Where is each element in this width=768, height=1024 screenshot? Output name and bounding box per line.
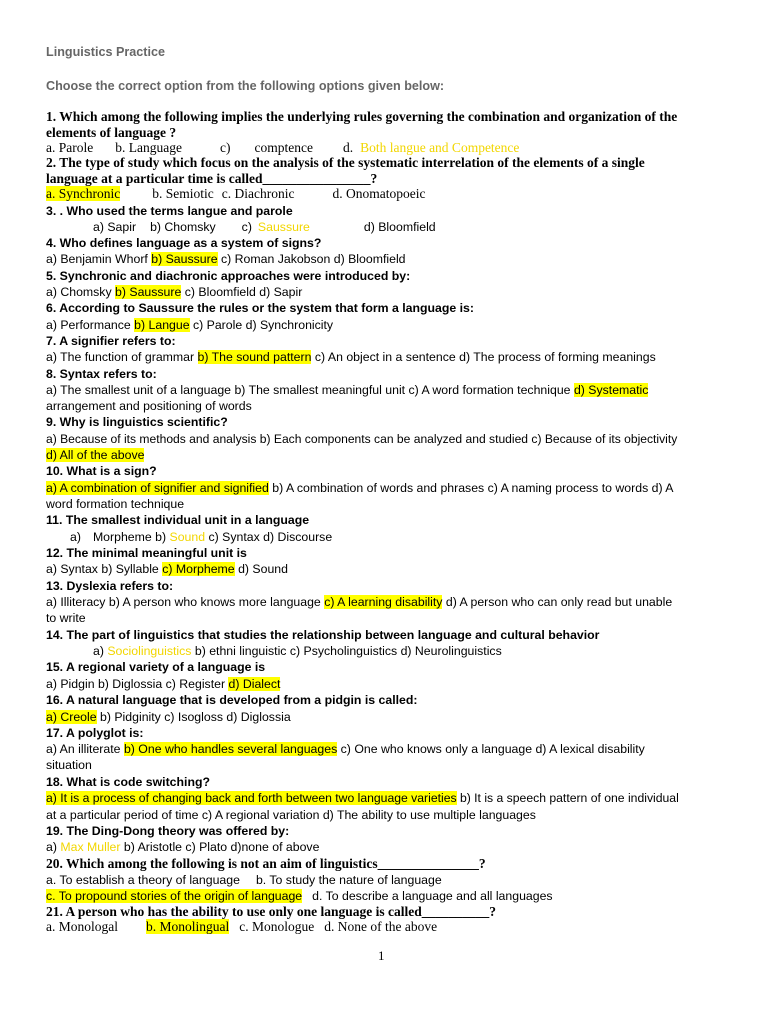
question-20: 20. Which among the following is not an aim of linguistics_______________? — [46, 856, 486, 871]
question-10: 10. What is a sign? — [46, 464, 157, 478]
option-a: a) An illiterate — [46, 742, 121, 756]
question-19: 19. The Ding-Dong theory was offered by: — [46, 824, 290, 838]
question-1-cont: elements of language ? — [46, 125, 177, 140]
option-a-answer: a) A combination of signifier and signified — [46, 481, 269, 495]
option-c: comptence — [254, 140, 313, 155]
option-c-answer: c) A learning disability — [324, 595, 443, 609]
question-5: 5. Synchronic and diachronic approaches were introduced by: — [46, 269, 411, 283]
option-a: a) The function of grammar — [46, 350, 195, 364]
option-c-answer: c) Morpheme — [162, 562, 235, 576]
options-rest: c) Syntax d) Discourse — [208, 530, 333, 544]
option-d: d. None of the above — [324, 919, 438, 934]
options-rest: c) An object in a sentence d) The process of forming meanings — [314, 350, 656, 364]
option-a: a) Performance — [46, 318, 131, 332]
options-14 — [93, 643, 502, 659]
option-b: b) Chomsky — [150, 220, 216, 234]
question-1: 1. Which among the following implies the underlying rules governing the combination and organization of the — [46, 109, 678, 124]
option-d-answer: d) All of the above — [46, 448, 145, 462]
question-12: 12. The minimal meaningful unit is — [46, 546, 247, 560]
option-c: c. Diachronic — [221, 186, 295, 201]
question-7: 7. A signifier refers to: — [46, 334, 176, 348]
options-16 — [46, 709, 291, 725]
question-16: 16. A natural language that is developed from a pidgin is called: — [46, 693, 418, 707]
option-d: d. Onomatopoeic — [332, 186, 426, 201]
option-d-answer: d) Dialect — [228, 677, 281, 691]
question-13: 13. Dyslexia refers to: — [46, 579, 174, 593]
instruction: Choose the correct option from the following options given below: — [46, 79, 445, 93]
options-8 — [46, 382, 648, 398]
options-13-cont: to write — [46, 611, 86, 625]
option-a-answer: a) It is a process of changing back and forth between two language varieties — [46, 791, 457, 805]
options-rest: b) Aristotle c) Plato d)none of above — [123, 840, 320, 854]
option-a: Morpheme b) — [92, 530, 167, 544]
option-d-label: d. — [342, 140, 354, 155]
option-a-label: a) — [70, 530, 81, 544]
options-11 — [70, 529, 332, 545]
options-rest: c) Parole d) Synchronicity — [192, 318, 334, 332]
option-c-answer: c. To propound stories of the origin of language — [46, 889, 303, 903]
option-d-answer: d) Systematic — [573, 383, 649, 397]
question-4: 4. Who defines language as a system of signs? — [46, 236, 322, 250]
options-21 — [46, 919, 437, 935]
option-a-answer: Sociolinguistics — [107, 644, 192, 658]
options-rest: b) A combination of words and phrases c) A naming process to words d) A — [272, 481, 674, 495]
options-13 — [46, 594, 672, 610]
option-a-label: a) — [93, 644, 104, 658]
page-number: 1 — [378, 948, 385, 963]
options-17-cont: situation — [46, 758, 92, 772]
option-b-answer: b) Langue — [134, 318, 190, 332]
option-d: d. To describe a language and all languages — [312, 889, 553, 903]
option-c-label: c) — [219, 140, 231, 155]
option-b-answer: b. Monolingual — [146, 919, 230, 934]
options-17 — [46, 741, 645, 757]
question-6: 6. According to Saussure the rules or the system that form a language is: — [46, 301, 474, 315]
option-a: a. Parole — [46, 140, 94, 155]
option-c-answer: Saussure — [257, 220, 310, 234]
option-d-answer: Both langue and Competence — [360, 140, 520, 155]
options-12 — [46, 561, 288, 577]
options-pre: a) Pidgin b) Diglossia c) Register — [46, 677, 226, 691]
option-b: b. To study the nature of language — [255, 873, 442, 887]
option-c-label: c) — [241, 220, 252, 234]
question-21: 21. A person who has the ability to use only one language is called__________? — [46, 904, 497, 919]
option-a: a) Chomsky — [46, 285, 112, 299]
option-b: b. Semiotic — [152, 186, 214, 201]
option-c: c. Monologue — [239, 919, 315, 934]
options-rest: b) It is a speech pattern of one individual — [459, 791, 679, 805]
option-b: b. Language — [115, 140, 182, 155]
options-rest: d) A person who can only read but unable — [445, 595, 673, 609]
option-a: a) Sapir — [93, 220, 137, 234]
options-rest: b) ethni linguistic c) Psycholinguistics d) Neurolinguistics — [194, 644, 502, 658]
options-8-cont: arrangement and positioning of words — [46, 399, 252, 413]
options-rest: c) Roman Jakobson d) Bloomfield — [220, 252, 406, 266]
options-10-cont: word formation technique — [46, 497, 185, 511]
question-15: 15. A regional variety of a language is — [46, 660, 266, 674]
option-d: d) Bloomfield — [363, 220, 436, 234]
options-5 — [46, 284, 302, 300]
options-20-cont — [46, 888, 553, 904]
question-18: 18. What is code switching? — [46, 775, 210, 789]
question-11: 11. The smallest individual unit in a language — [46, 513, 310, 527]
options-pre: a) Syntax b) Syllable — [46, 562, 159, 576]
options-pre: a) The smallest unit of a language b) The smallest meaningful unit c) A word formation technique — [46, 383, 571, 397]
option-a-answer: a. Synchronic — [46, 186, 121, 201]
options-9-cont — [46, 447, 144, 463]
question-2: 2. The type of study which focus on the analysis of the systematic interrelation of the elements of a single — [46, 155, 645, 170]
options-rest: d) Sound — [238, 562, 288, 576]
option-a-answer: a) Creole — [46, 710, 97, 724]
options-15 — [46, 676, 280, 692]
options-6 — [46, 317, 333, 333]
options-7 — [46, 349, 656, 365]
options-10 — [46, 480, 674, 496]
options-18 — [46, 790, 679, 806]
options-1 — [46, 140, 519, 156]
option-a: a) Benjamin Whorf — [46, 252, 148, 266]
options-4 — [46, 251, 406, 267]
options-rest: b) Pidginity c) Isogloss d) Diglossia — [100, 710, 291, 724]
options-3 — [93, 219, 436, 235]
options-20 — [46, 872, 442, 888]
option-b-answer: Sound — [169, 530, 206, 544]
question-8: 8. Syntax refers to: — [46, 367, 157, 381]
options-rest: c) Bloomfield d) Sapir — [184, 285, 303, 299]
question-3: 3. . Who used the terms langue and parole — [46, 204, 293, 218]
question-9: 9. Why is linguistics scientific? — [46, 415, 228, 429]
options-2 — [46, 186, 425, 202]
options-18-cont: at a particular period of time c) A regional variation d) The ability to use multiple languages — [46, 808, 536, 822]
option-b-answer: b) Saussure — [115, 285, 182, 299]
option-a: a. To establish a theory of language — [46, 873, 240, 887]
option-b-answer: b) One who handles several languages — [123, 742, 338, 756]
question-14: 14. The part of linguistics that studies the relationship between language and cultural behavior — [46, 628, 600, 642]
option-b-answer: b) Saussure — [151, 252, 218, 266]
options-rest: c) One who knows only a language d) A lexical disability — [340, 742, 645, 756]
option-a-answer: Max Muller — [60, 840, 121, 854]
page-title: Linguistics Practice — [46, 45, 165, 59]
option-a-label: a) — [46, 840, 57, 854]
option-b-answer: b) The sound pattern — [197, 350, 312, 364]
options-pre: a) Illiteracy b) A person who knows more language — [46, 595, 321, 609]
options-9: a) Because of its methods and analysis b) Each components can be analyzed and studied c) Because of its objectivity — [46, 432, 678, 446]
option-a: a. Monologal — [46, 919, 118, 934]
question-17: 17. A polyglot is: — [46, 726, 144, 740]
question-2-cont: language at a particular time is called________________? — [46, 171, 378, 186]
options-19 — [46, 839, 319, 855]
